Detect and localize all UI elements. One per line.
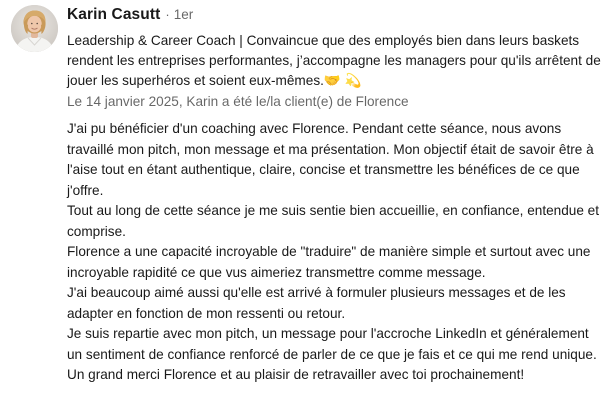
- separator-dot: ·: [165, 7, 170, 22]
- review-paragraph: Tout au long de cette séance je me suis sentie bien accueillie, en confiance, entendue et comprise.: [67, 203, 600, 239]
- author-name-row: [67, 6, 607, 28]
- recommendation-meta: Le 14 janvier 2025, Karin a été le/la client(e) de Florence: [67, 94, 409, 109]
- connection-degree: 1er: [173, 7, 194, 22]
- review-paragraph: Je suis repartie avec mon pitch, un message pour l'accroche LinkedIn et généralement un sentiment de confiance renforcé de parler de ce que je fais et ce qui me rend unique. Un grand merci Florence et au plaisir de retravailler avec toi prochainement!: [67, 326, 597, 382]
- review-paragraph: Florence a une capacité incroyable de "traduire" de manière simple et surtout avec une incroyable rapidité ce que vus aimeriez transmettre comme message.: [67, 244, 591, 280]
- profile-photo-icon: [11, 5, 58, 52]
- recommendation-text: [67, 119, 607, 386]
- author-avatar[interactable]: [11, 5, 58, 52]
- review-paragraph: J'ai pu bénéficier d'un coaching avec Florence. Pendant cette séance, nous avons travaillé mon pitch, mon message et ma présentation. Mon objectif était de savoir être à l'aise tout en étant authentique, claire, concise et transmettre les bénéfices de ce que j'offre.: [67, 121, 594, 198]
- recommendation-header: [67, 6, 607, 112]
- review-paragraph: J'ai beaucoup aimé aussi qu'elle est arrivé à formuler plusieurs messages et de les adapter en fonction de mon ressenti ou retour.: [67, 285, 566, 321]
- author-headline: Leadership & Career Coach | Convaincue que des employés bien dans leurs baskets rendent les entreprises performantes, j’accompagne les managers pour qu'ils arrêtent de jouer les superhéros et soient eux-mêmes.🤝 💫: [67, 33, 601, 88]
- author-name[interactable]: Karin Casutt: [67, 6, 161, 23]
